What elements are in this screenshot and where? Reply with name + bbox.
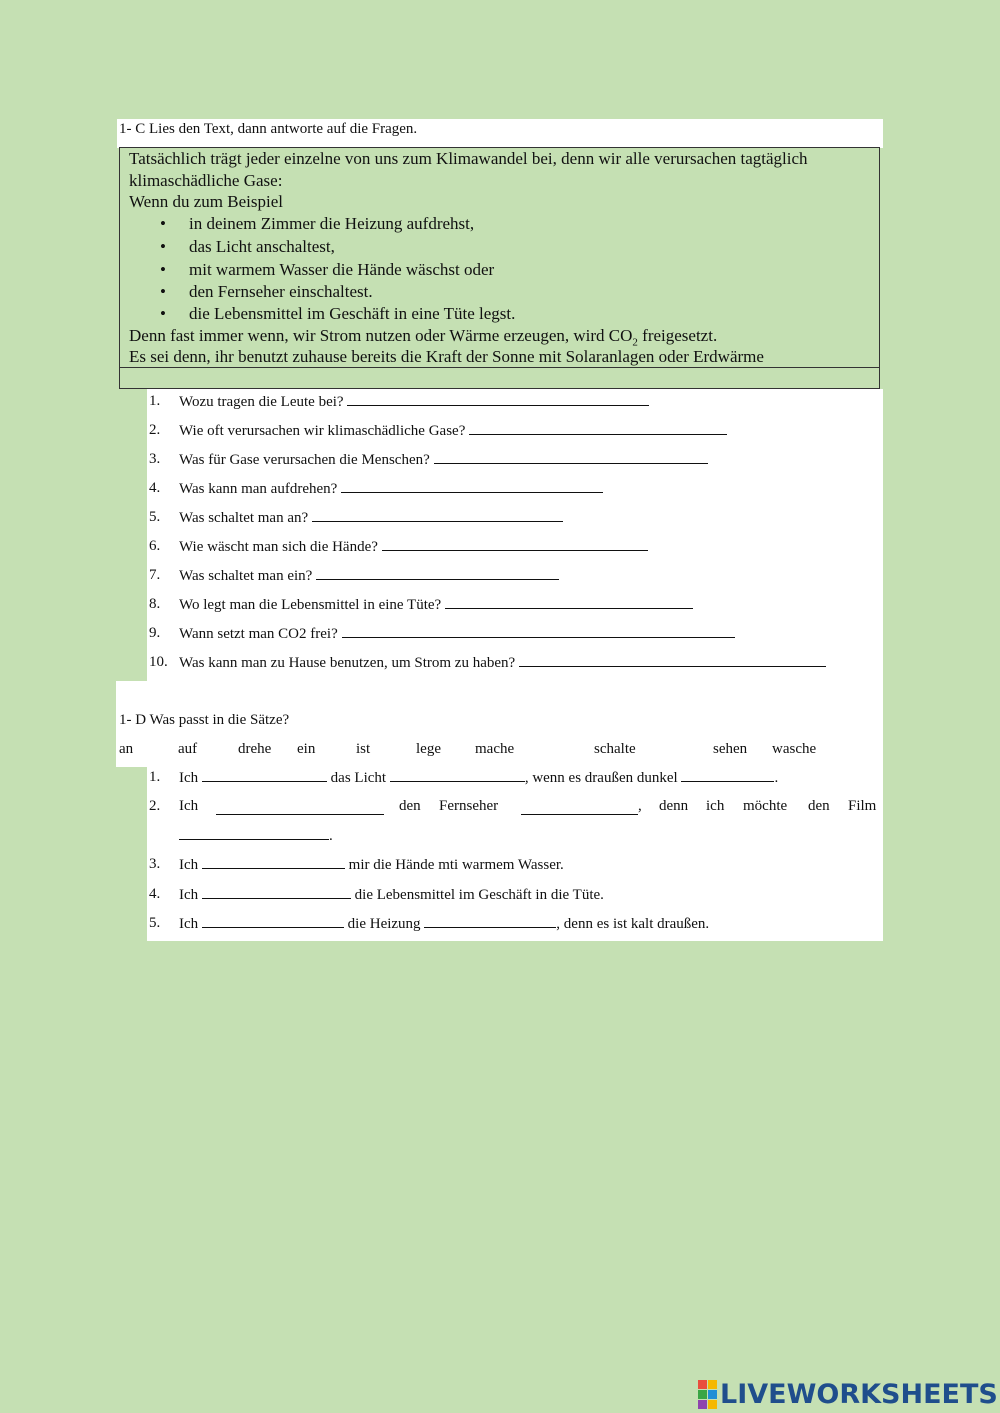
bullet-dot-icon: • xyxy=(160,237,166,256)
text-line-5: Es sei denn, ihr benutzt zuhause bereits die Kraft der Sonne mit Solaranlagen oder Erdwärme xyxy=(129,347,764,366)
section-c-title: 1- C Lies den Text, dann antworte auf die Fragen. xyxy=(119,121,418,137)
question-row xyxy=(179,595,693,614)
sentence-text: die Lebensmittel im Geschäft in die Tüte. xyxy=(354,887,604,903)
sentence-text: . xyxy=(329,828,333,844)
liveworksheets-logo xyxy=(698,1378,998,1410)
answer-blank[interactable] xyxy=(445,595,693,609)
question-number: 1. xyxy=(149,393,161,409)
sentence-text: Ich xyxy=(179,857,199,873)
question-row xyxy=(179,479,603,498)
sentence-word: den xyxy=(399,798,421,814)
question-text: Was schaltet man an? xyxy=(179,510,309,526)
bullet-item: den Fernseher einschaltest. xyxy=(189,282,373,301)
question-number: 2. xyxy=(149,422,161,438)
answer-blank[interactable] xyxy=(469,421,727,435)
sentence-blank[interactable] xyxy=(216,801,384,815)
sentence-word: denn xyxy=(659,798,689,814)
answer-blank[interactable] xyxy=(347,392,649,406)
word-bank-item[interactable]: an xyxy=(119,741,134,757)
sentence-row xyxy=(179,855,564,874)
sentence-word: Ich xyxy=(179,798,199,814)
question-row xyxy=(179,450,708,469)
word-bank-item[interactable]: wasche xyxy=(772,741,817,757)
sentence-text: mir die Hände mti warmem Wasser. xyxy=(348,857,564,873)
bullet-item: die Lebensmittel im Geschäft in eine Tüte legst. xyxy=(189,304,516,323)
sentence-text: , denn es ist kalt draußen. xyxy=(556,916,710,932)
sentence-text: . xyxy=(774,770,779,786)
word-bank-item[interactable]: ein xyxy=(297,741,316,757)
logo-grid-icon xyxy=(698,1380,717,1409)
text-line-2: klimaschädliche Gase: xyxy=(129,171,283,190)
bullet-item: mit warmem Wasser die Hände wäschst oder xyxy=(189,260,495,279)
sentence-number: 1. xyxy=(149,769,161,785)
sentence-word: den xyxy=(808,798,830,814)
answer-blank[interactable] xyxy=(316,566,559,580)
question-text: Wie wäscht man sich die Hände? xyxy=(179,539,378,555)
text-line-4-end: freigesetzt. xyxy=(637,326,718,345)
word-bank-item[interactable]: ist xyxy=(356,741,371,757)
question-number: 10. xyxy=(149,654,168,670)
bullet-dot-icon: • xyxy=(160,260,166,279)
question-number: 7. xyxy=(149,567,161,583)
sentence-row xyxy=(179,914,709,933)
word-bank-item[interactable]: schalte xyxy=(594,741,636,757)
word-bank-item[interactable]: auf xyxy=(178,741,198,757)
sentence-number: 5. xyxy=(149,915,161,931)
question-number: 9. xyxy=(149,625,161,641)
question-row xyxy=(179,508,563,527)
sentence-number: 3. xyxy=(149,856,161,872)
text-line-3: Wenn du zum Beispiel xyxy=(129,192,283,211)
answer-blank[interactable] xyxy=(341,479,603,493)
text-line-1: Tatsächlich trägt jeder einzelne von uns zum Klimawandel bei, denn wir alle verursachen tagtäglich xyxy=(129,149,808,168)
answer-blank[interactable] xyxy=(382,537,648,551)
sentence-row xyxy=(179,768,778,787)
answer-blank[interactable] xyxy=(312,508,563,522)
sentence-word: möchte xyxy=(743,798,788,814)
question-text: Wozu tragen die Leute bei? xyxy=(179,394,344,410)
sentence-text: , wenn es draußen dunkel xyxy=(524,770,678,786)
question-text: Wann setzt man CO2 frei? xyxy=(179,626,338,642)
question-number: 5. xyxy=(149,509,161,525)
box-divider xyxy=(120,367,879,368)
question-text: Was für Gase verursachen die Menschen? xyxy=(179,452,430,468)
bullet-dot-icon: • xyxy=(160,304,166,323)
bullet-item: das Licht anschaltest, xyxy=(189,237,335,256)
word-bank-item[interactable]: lege xyxy=(416,741,441,757)
sentence-blank[interactable] xyxy=(202,768,327,782)
question-row xyxy=(179,392,649,411)
answer-blank[interactable] xyxy=(342,624,735,638)
word-bank-item[interactable]: sehen xyxy=(713,741,748,757)
sentence-blank[interactable] xyxy=(202,855,345,869)
sentence-blank[interactable] xyxy=(202,885,351,899)
bullet-dot-icon: • xyxy=(160,214,166,233)
question-number: 3. xyxy=(149,451,161,467)
sentence-blank[interactable] xyxy=(681,768,774,782)
question-row xyxy=(179,653,826,672)
sentence-blank[interactable] xyxy=(521,801,638,815)
sentence-row xyxy=(179,885,604,904)
sentence-text: Ich xyxy=(179,770,199,786)
word-bank-item[interactable]: drehe xyxy=(238,741,272,757)
sentence-blank[interactable] xyxy=(390,768,525,782)
question-row xyxy=(179,537,648,556)
question-text: Was schaltet man ein? xyxy=(179,568,313,584)
sentence-text: das Licht xyxy=(330,770,387,786)
co2-subscript: 2 xyxy=(632,336,638,349)
bullet-dot-icon: • xyxy=(160,282,166,301)
answer-blank[interactable] xyxy=(434,450,708,464)
sentence-word: Fernseher xyxy=(439,798,499,814)
bullet-item: in deinem Zimmer die Heizung aufdrehst, xyxy=(189,214,475,233)
question-number: 4. xyxy=(149,480,161,496)
question-row xyxy=(179,566,559,585)
question-row xyxy=(179,421,727,440)
question-row xyxy=(179,624,735,643)
sentence-number: 4. xyxy=(149,886,161,902)
question-text: Was kann man aufdrehen? xyxy=(179,481,338,497)
logo-text: LIVEWORKSHEETS xyxy=(720,1378,998,1410)
sentence-blank[interactable] xyxy=(424,914,556,928)
sentence-number: 2. xyxy=(149,798,161,814)
sentence-text: Ich xyxy=(179,916,199,932)
section-d-title: 1- D Was passt in die Sätze? xyxy=(119,712,290,728)
sentence-word: ich xyxy=(706,798,725,814)
question-text: Was kann man zu Hause benutzen, um Strom zu haben? xyxy=(179,655,516,671)
answer-blank[interactable] xyxy=(519,653,826,667)
sentence-word: Film xyxy=(848,798,877,814)
sentence-blank[interactable] xyxy=(202,914,344,928)
sentence-word: , xyxy=(638,798,642,814)
word-bank-item[interactable]: mache xyxy=(475,741,515,757)
text-line-4-start: Denn fast immer wenn, wir Strom nutzen oder Wärme erzeugen, wird CO xyxy=(129,326,633,345)
sentence-text: Ich xyxy=(179,887,199,903)
sentence-row-continued xyxy=(179,826,333,845)
question-number: 6. xyxy=(149,538,161,554)
sentence-blank[interactable] xyxy=(179,826,329,840)
sentence-text: die Heizung xyxy=(347,916,421,932)
question-text: Wo legt man die Lebensmittel in eine Tüte? xyxy=(179,597,442,613)
question-number: 8. xyxy=(149,596,161,612)
question-text: Wie oft verursachen wir klimaschädliche Gase? xyxy=(179,423,466,439)
